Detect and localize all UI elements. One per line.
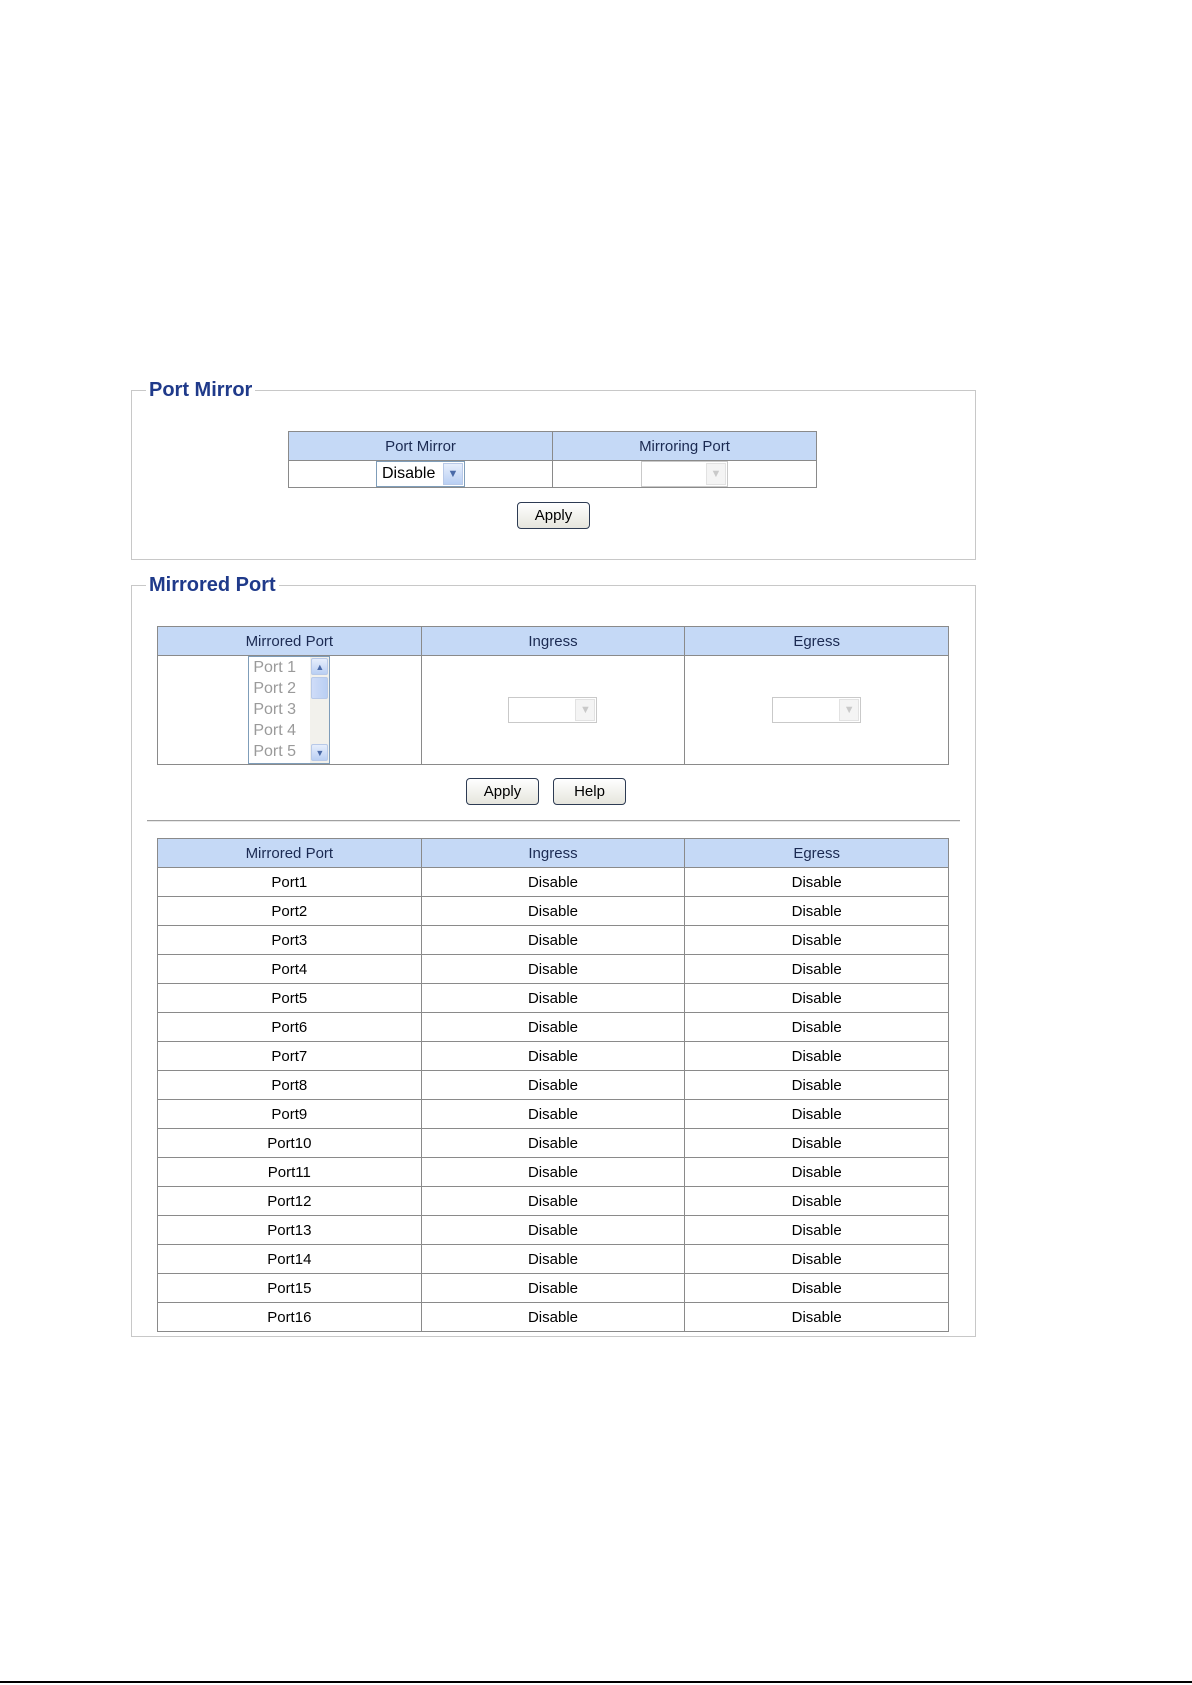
section-divider <box>147 820 960 822</box>
table-cell-ingress: Disable <box>421 868 685 897</box>
table-cell-port: Port14 <box>158 1245 422 1274</box>
table-row <box>158 1129 949 1158</box>
table-cell-egress: Disable <box>685 1042 949 1071</box>
table-row <box>158 1187 949 1216</box>
table-cell-ingress: Disable <box>421 1158 685 1187</box>
table-row <box>158 1274 949 1303</box>
table-cell-egress: Disable <box>685 1187 949 1216</box>
table-cell-port: Port4 <box>158 955 422 984</box>
table-cell-egress: Disable <box>685 1274 949 1303</box>
status-ingress-header: Ingress <box>421 839 685 868</box>
table-row <box>158 868 949 897</box>
table-cell-port: Port9 <box>158 1100 422 1129</box>
table-cell-port: Port8 <box>158 1071 422 1100</box>
table-cell-ingress: Disable <box>421 1274 685 1303</box>
port-mirror-select[interactable] <box>376 461 465 487</box>
table-cell-egress: Disable <box>685 1071 949 1100</box>
table-cell-ingress: Disable <box>421 955 685 984</box>
mirroring-port-select[interactable] <box>641 461 728 487</box>
table-row <box>158 1100 949 1129</box>
chevron-down-icon[interactable]: ▼ <box>443 463 463 485</box>
table-cell-egress: Disable <box>685 984 949 1013</box>
egress-select-value <box>773 701 778 718</box>
table-cell-egress: Disable <box>685 955 949 984</box>
table-row <box>158 1013 949 1042</box>
table-cell-port: Port1 <box>158 868 422 897</box>
table-cell-ingress: Disable <box>421 897 685 926</box>
list-item[interactable]: Port 4 <box>253 722 297 739</box>
table-cell-egress: Disable <box>685 1013 949 1042</box>
table-row <box>158 897 949 926</box>
mirroring-port-header: Mirroring Port <box>553 432 817 461</box>
table-row <box>158 1245 949 1274</box>
chevron-up-icon[interactable]: ▲ <box>311 658 328 675</box>
table-row <box>158 1158 949 1187</box>
table-cell-ingress: Disable <box>421 1071 685 1100</box>
table-cell-port: Port13 <box>158 1216 422 1245</box>
table-cell-ingress: Disable <box>421 1187 685 1216</box>
table-cell-port: Port7 <box>158 1042 422 1071</box>
port-mirror-select-value: Disable <box>382 465 436 482</box>
table-cell-ingress: Disable <box>421 1100 685 1129</box>
table-cell-ingress: Disable <box>421 1013 685 1042</box>
egress-select[interactable] <box>772 697 861 723</box>
table-cell-egress: Disable <box>685 1216 949 1245</box>
ingress-select[interactable] <box>508 697 597 723</box>
status-mirrored-port-header: Mirrored Port <box>158 839 422 868</box>
chevron-down-icon[interactable]: ▼ <box>839 699 859 721</box>
mirrored-port-header: Mirrored Port <box>158 627 422 656</box>
mirrored-port-status-table <box>157 838 949 1332</box>
mirrored-port-legend: Mirrored Port <box>146 573 279 597</box>
scrollbar-thumb[interactable] <box>311 677 328 699</box>
table-row <box>158 1216 949 1245</box>
port-mirror-table <box>288 431 817 488</box>
table-cell-egress: Disable <box>685 897 949 926</box>
listbox-scrollbar[interactable] <box>310 657 329 763</box>
table-cell-ingress: Disable <box>421 984 685 1013</box>
table-cell-egress: Disable <box>685 1158 949 1187</box>
table-cell-egress: Disable <box>685 1245 949 1274</box>
table-cell-egress: Disable <box>685 868 949 897</box>
chevron-down-icon[interactable]: ▼ <box>575 699 595 721</box>
table-cell-egress: Disable <box>685 926 949 955</box>
table-row <box>158 1303 949 1332</box>
chevron-down-icon[interactable]: ▼ <box>706 463 726 485</box>
port-mirror-apply-button[interactable]: Apply <box>517 502 590 529</box>
mirroring-port-select-value <box>642 465 647 482</box>
table-row <box>158 1042 949 1071</box>
table-cell-port: Port3 <box>158 926 422 955</box>
table-cell-port: Port6 <box>158 1013 422 1042</box>
table-cell-ingress: Disable <box>421 926 685 955</box>
port-mirror-header: Port Mirror <box>289 432 553 461</box>
table-cell-ingress: Disable <box>421 1216 685 1245</box>
table-row <box>158 926 949 955</box>
table-cell-port: Port11 <box>158 1158 422 1187</box>
table-row <box>158 955 949 984</box>
ingress-header: Ingress <box>421 627 685 656</box>
table-cell-port: Port15 <box>158 1274 422 1303</box>
table-cell-port: Port5 <box>158 984 422 1013</box>
table-cell-port: Port12 <box>158 1187 422 1216</box>
table-row <box>158 984 949 1013</box>
status-egress-header: Egress <box>685 839 949 868</box>
table-cell-ingress: Disable <box>421 1303 685 1332</box>
list-item[interactable]: Port 5 <box>253 743 297 760</box>
table-cell-ingress: Disable <box>421 1042 685 1071</box>
mirrored-port-apply-button[interactable]: Apply <box>466 778 539 805</box>
egress-header: Egress <box>685 627 949 656</box>
mirrored-port-listbox[interactable] <box>248 656 330 764</box>
list-item[interactable]: Port 1 <box>253 659 297 676</box>
help-button[interactable]: Help <box>553 778 626 805</box>
table-cell-ingress: Disable <box>421 1129 685 1158</box>
table-cell-egress: Disable <box>685 1303 949 1332</box>
page-bottom-rule <box>0 1681 1192 1683</box>
list-item[interactable]: Port 3 <box>253 701 297 718</box>
table-cell-port: Port2 <box>158 897 422 926</box>
ingress-select-value <box>509 701 514 718</box>
table-cell-egress: Disable <box>685 1100 949 1129</box>
table-cell-port: Port10 <box>158 1129 422 1158</box>
table-cell-ingress: Disable <box>421 1245 685 1274</box>
table-cell-port: Port16 <box>158 1303 422 1332</box>
port-mirror-legend: Port Mirror <box>146 378 255 402</box>
mirrored-port-config-table <box>157 626 949 765</box>
list-item[interactable]: Port 2 <box>253 680 297 697</box>
table-cell-egress: Disable <box>685 1129 949 1158</box>
chevron-down-icon[interactable]: ▼ <box>311 744 328 761</box>
table-row <box>158 1071 949 1100</box>
